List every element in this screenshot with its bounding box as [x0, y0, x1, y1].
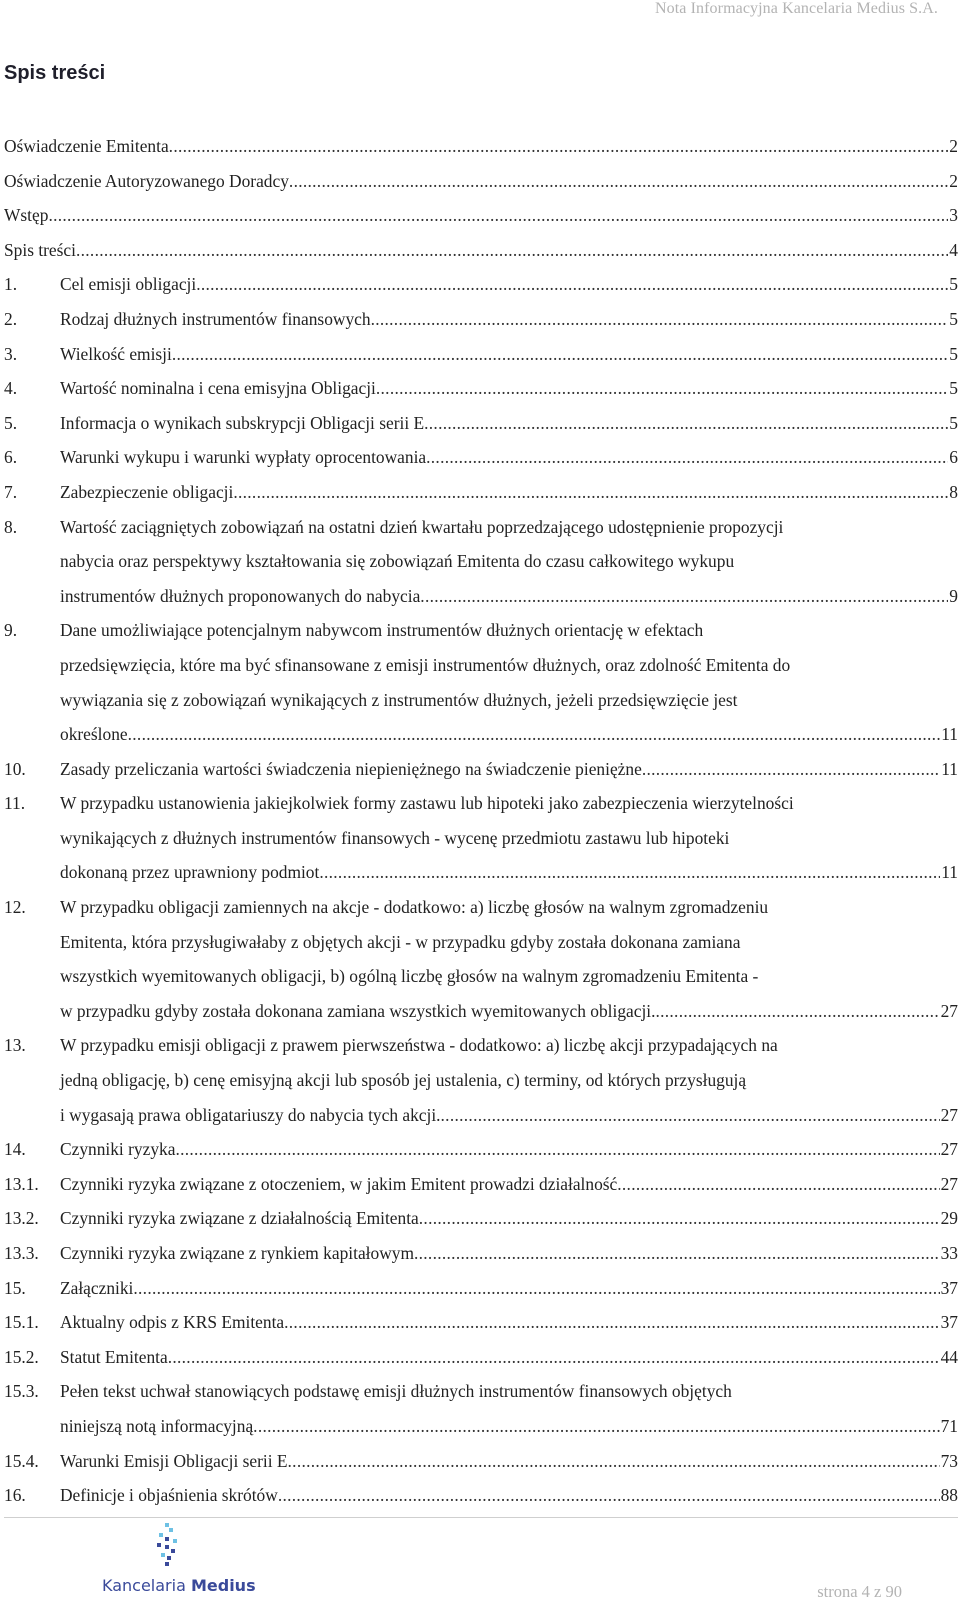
- toc-entry[interactable]: [4, 1340, 958, 1375]
- toc-dot-leader: [419, 1201, 940, 1236]
- toc-entry-body: [60, 613, 958, 751]
- toc-entry-body: [60, 1201, 958, 1236]
- running-header: Nota Informacyjna Kancelaria Medius S.A.: [654, 0, 938, 17]
- toc-entry-page[interactable]: 11: [941, 758, 958, 779]
- toc-entry-number: 16.: [4, 1485, 26, 1506]
- toc-entry-last-line: [60, 475, 958, 510]
- toc-dot-leader: [168, 1340, 940, 1375]
- toc-entry-page[interactable]: 9: [949, 585, 958, 606]
- toc-entry-last-line: [60, 1236, 958, 1271]
- toc-entry-page[interactable]: 2: [949, 170, 958, 191]
- toc-entry-title[interactable]: dokonaną przez uprawniony podmiot: [60, 862, 320, 883]
- toc-entry-title[interactable]: i wygasają prawa obligatariuszy do nabycia tych akcji.: [60, 1104, 441, 1125]
- toc-entry-page[interactable]: 5: [949, 378, 958, 399]
- toc-entry-body: [60, 752, 958, 787]
- toc-dot-leader: [284, 1305, 939, 1340]
- toc-entry[interactable]: [4, 302, 958, 337]
- toc-entry-title[interactable]: Statut Emitenta: [60, 1346, 168, 1367]
- toc-entry-body: [60, 302, 958, 337]
- toc-entry-title[interactable]: Wartość nominalna i cena emisyjna Obligacji: [60, 378, 376, 399]
- toc-dot-leader: [376, 371, 948, 406]
- toc-entry-number: 12.: [4, 897, 26, 918]
- toc-entry-last-line: [4, 198, 958, 233]
- toc-entry[interactable]: [4, 267, 958, 302]
- toc-entry-page[interactable]: 73: [940, 1450, 958, 1471]
- toc-entry-number: 13.1.: [4, 1173, 39, 1194]
- toc-entry-body: [60, 337, 958, 372]
- toc-entry-last-line: [60, 406, 958, 441]
- toc-entry-line: Pełen tekst uchwał stanowiących podstawę emisji dłużnych instrumentów finansowych objętych: [60, 1381, 732, 1402]
- toc-entry[interactable]: [4, 337, 958, 372]
- toc-entry-page[interactable]: 71: [940, 1415, 958, 1436]
- toc-entry-title[interactable]: Zabezpieczenie obligacji: [60, 481, 234, 502]
- toc-entry-last-line: [4, 233, 958, 268]
- toc-entry-last-line: [60, 1305, 958, 1340]
- toc-entry-line: wywiązania się z zobowiązań wynikających z instrumentów dłużnych, jeżeli przedsięwzięcie jest: [60, 689, 738, 710]
- toc-entry-last-line: [60, 1132, 958, 1167]
- page-number: strona 4 z 90: [817, 1582, 902, 1601]
- toc-entry-page[interactable]: 44: [940, 1346, 958, 1367]
- toc-entry-line: W przypadku emisji obligacji z prawem pierwszeństwa - dodatkowo: a) liczbę akcji przypadających na: [60, 1035, 778, 1056]
- toc-entry-title[interactable]: Cel emisji obligacji: [60, 274, 197, 295]
- toc-dot-leader: [426, 440, 948, 475]
- toc-dot-leader: [420, 579, 948, 614]
- toc-entry-last-line: [60, 1271, 958, 1306]
- toc-entry-title[interactable]: Załączniki: [60, 1277, 134, 1298]
- toc-entry-title[interactable]: Czynniki ryzyka związane z działalnością Emitenta: [60, 1208, 419, 1229]
- toc-entry-line: Dane umożliwiające potencjalnym nabywcom instrumentów dłużnych orientację w efektach: [60, 620, 704, 641]
- toc-dot-leader: [441, 1098, 940, 1133]
- toc-entry-body: [4, 198, 958, 233]
- toc-entry-last-line: [60, 855, 958, 890]
- toc-dot-leader: [371, 302, 949, 337]
- toc-entry-body: [4, 164, 958, 199]
- toc-entry-title[interactable]: Warunki wykupu i warunki wypłaty oprocentowania: [60, 447, 427, 468]
- toc-entry-body: [60, 1478, 958, 1513]
- toc-entry[interactable]: [4, 371, 958, 406]
- toc-entry-line: wszystkich wyemitowanych obligacji, b) ogólną liczbę głosów na walnym zgromadzeniu Emitenta -: [60, 966, 759, 987]
- toc-dot-leader: [617, 1167, 939, 1202]
- toc-entry-body: [60, 1132, 958, 1167]
- toc-entry-title[interactable]: niniejszą notą informacyjną: [60, 1415, 254, 1436]
- toc-entry-title[interactable]: Rodzaj dłużnych instrumentów finansowych: [60, 308, 371, 329]
- toc-entry-page[interactable]: 5: [949, 274, 958, 295]
- toc-title: Spis treści: [4, 62, 106, 84]
- toc-entry-number: 2.: [4, 308, 18, 329]
- toc-entry-page[interactable]: 88: [940, 1485, 958, 1506]
- toc-entry-last-line: [60, 579, 958, 614]
- toc-entry-number: 14.: [4, 1139, 26, 1160]
- toc-entry-last-line: [4, 129, 958, 164]
- toc-entry-title[interactable]: Wielkość emisji: [60, 343, 172, 364]
- table-of-contents: [4, 129, 958, 1513]
- toc-entry-title[interactable]: Oświadczenie Autoryzowanego Doradcy: [4, 170, 289, 191]
- toc-entry-line: W przypadku obligacji zamiennych na akcje - dodatkowo: a) liczbę głosów na walnym zgromadzeniu: [60, 897, 769, 918]
- toc-entry-body: [60, 1236, 958, 1271]
- toc-dot-leader: [128, 717, 941, 752]
- toc-entry-last-line: [60, 1409, 958, 1444]
- toc-dot-leader: [642, 752, 940, 787]
- toc-entry-page[interactable]: 4: [949, 239, 958, 260]
- toc-entry-last-line: [60, 1098, 958, 1133]
- toc-entry-body: [60, 786, 958, 890]
- toc-entry-page[interactable]: 11: [941, 862, 958, 883]
- toc-entry-number: 15.3.: [4, 1381, 39, 1402]
- toc-entry-title[interactable]: Spis treści: [4, 239, 76, 260]
- toc-entry[interactable]: [4, 1478, 958, 1513]
- toc-entry-page[interactable]: 11: [941, 724, 958, 745]
- toc-entry-body: [4, 129, 958, 164]
- toc-dot-leader: [169, 129, 949, 164]
- toc-entry-body: [60, 267, 958, 302]
- toc-entry-last-line: [60, 371, 958, 406]
- toc-entry-title[interactable]: Wstęp: [4, 205, 49, 226]
- toc-entry[interactable]: [4, 475, 958, 510]
- toc-entry-last-line: [60, 267, 958, 302]
- toc-entry[interactable]: [4, 786, 958, 890]
- toc-entry-title[interactable]: Czynniki ryzyka: [60, 1139, 176, 1160]
- toc-dot-leader: [133, 1271, 939, 1306]
- toc-entry-title[interactable]: Oświadczenie Emitenta: [4, 136, 169, 156]
- toc-entry-last-line: [60, 440, 958, 475]
- toc-entry-last-line: [60, 1478, 958, 1513]
- toc-entry-body: [60, 475, 958, 510]
- toc-entry-title[interactable]: w przypadku gdyby została dokonana zamiana wszystkich wyemitowanych obligacji.: [60, 1000, 656, 1021]
- toc-entry-page[interactable]: 5: [949, 308, 958, 329]
- toc-entry-page[interactable]: 33: [940, 1243, 958, 1263]
- toc-entry-page[interactable]: 6: [949, 447, 958, 468]
- toc-entry-line: Wartość zaciągniętych zobowiązań na ostatni dzień kwartału poprzedzającego udostępnienie propozycji: [60, 516, 784, 537]
- toc-entry[interactable]: [4, 1305, 958, 1340]
- toc-entry-line: jedną obligację, b) cenę emisyjną akcji lub sposób jej ustalenia, c) terminy, od których przysługują: [60, 1070, 747, 1091]
- toc-entry-page[interactable]: 29: [940, 1208, 958, 1229]
- toc-entry-line: Emitenta, która przysługiwałaby z objętych akcji - w przypadku gdyby została dokonana zamiana: [60, 931, 741, 952]
- toc-entry-last-line: [4, 164, 958, 199]
- toc-entry[interactable]: [4, 440, 958, 475]
- toc-entry[interactable]: [4, 129, 958, 164]
- toc-entry-last-line: [60, 1444, 958, 1479]
- toc-dot-leader: [414, 1236, 940, 1271]
- toc-entry-title[interactable]: Aktualny odpis z KRS Emitenta: [60, 1312, 285, 1333]
- toc-entry-number: 11.: [4, 793, 26, 814]
- toc-entry[interactable]: [4, 510, 958, 614]
- toc-entry-number: 10.: [4, 758, 26, 779]
- toc-dot-leader: [288, 1444, 940, 1479]
- toc-entry-number: 13.: [4, 1035, 26, 1056]
- toc-entry-body: [60, 1271, 958, 1306]
- toc-entry-body: [4, 233, 958, 268]
- toc-entry[interactable]: [4, 233, 958, 268]
- toc-entry-number: 1.: [4, 274, 18, 295]
- toc-entry-page[interactable]: 27: [940, 1104, 958, 1125]
- toc-entry[interactable]: [4, 613, 958, 751]
- toc-entry-title[interactable]: Informacja o wynikach subskrypcji Obligacji serii E: [60, 412, 425, 433]
- toc-dot-leader: [319, 855, 940, 890]
- toc-entry[interactable]: [4, 1132, 958, 1167]
- toc-dot-leader: [76, 233, 948, 268]
- toc-entry[interactable]: [4, 890, 958, 1028]
- toc-dot-leader: [289, 164, 948, 199]
- toc-entry[interactable]: [4, 1444, 958, 1479]
- toc-entry-number: 13.2.: [4, 1208, 39, 1229]
- toc-entry-number: 9.: [4, 620, 18, 641]
- toc-entry-body: [60, 1028, 958, 1132]
- toc-entry-body: [60, 890, 958, 1028]
- toc-entry[interactable]: [4, 1271, 958, 1306]
- toc-entry-page[interactable]: 27: [940, 1139, 958, 1160]
- toc-entry[interactable]: [4, 752, 958, 787]
- toc-entry-page[interactable]: 37: [940, 1277, 958, 1298]
- toc-dot-leader: [48, 198, 948, 233]
- toc-entry-title[interactable]: Warunki Emisji Obligacji serii E: [60, 1450, 288, 1471]
- toc-dot-leader: [172, 337, 948, 372]
- toc-entry-body: [60, 1444, 958, 1479]
- toc-entry-last-line: [60, 1167, 958, 1202]
- toc-entry-page[interactable]: 5: [949, 343, 958, 364]
- toc-entry-body: [60, 1340, 958, 1375]
- toc-entry-page[interactable]: 3: [949, 205, 958, 226]
- toc-dot-leader: [278, 1478, 940, 1513]
- toc-entry[interactable]: [4, 1028, 958, 1132]
- toc-entry-line: nabycia oraz perspektywy kształtowania się zobowiązań Emitenta do czasu całkowitego wykupu: [60, 551, 735, 572]
- toc-entry-body: [60, 371, 958, 406]
- toc-dot-leader: [233, 475, 948, 510]
- toc-entry-number: 8.: [4, 516, 18, 537]
- toc-entry-number: 15.2.: [4, 1346, 39, 1367]
- toc-entry[interactable]: [4, 164, 958, 199]
- toc-entry-page[interactable]: 8: [949, 481, 958, 502]
- toc-entry-number: 15.4.: [4, 1450, 39, 1471]
- toc-dot-leader: [196, 267, 948, 302]
- toc-entry-body: [60, 1167, 958, 1202]
- medius-logo-mark-icon: [155, 1523, 183, 1567]
- toc-entry-title[interactable]: Zasady przeliczania wartości świadczenia niepieniężnego na świadczenie pieniężne: [60, 758, 642, 779]
- toc-entry-line: wynikających z dłużnych instrumentów finansowych - wycenę przedmiotu zastawu lub hipoteki: [60, 827, 730, 848]
- toc-entry[interactable]: [4, 198, 958, 233]
- toc-entry-title[interactable]: Definicje i objaśnienia skrótów: [60, 1485, 278, 1506]
- toc-entry[interactable]: [4, 1374, 958, 1443]
- toc-entry-number: 3.: [4, 343, 18, 364]
- toc-entry[interactable]: [4, 1201, 958, 1236]
- toc-entry-last-line: [60, 1201, 958, 1236]
- toc-dot-leader: [655, 994, 939, 1029]
- toc-entry-body: [60, 510, 958, 614]
- logo-word-kancelaria: Kancelaria: [102, 1576, 186, 1595]
- toc-entry-title[interactable]: określone: [60, 724, 128, 745]
- toc-entry-number: 6.: [4, 447, 18, 468]
- toc-entry-title[interactable]: Czynniki ryzyka związane z otoczeniem, w jakim Emitent prowadzi działalność: [60, 1173, 618, 1194]
- toc-dot-leader: [424, 406, 948, 441]
- toc-entry-body: [60, 406, 958, 441]
- toc-entry-line: przedsięwzięcia, które ma być sfinansowane z emisji instrumentów dłużnych, oraz zdolność Emitenta do: [60, 654, 791, 675]
- toc-entry-last-line: [60, 337, 958, 372]
- toc-entry[interactable]: [4, 1236, 958, 1271]
- toc-entry-page[interactable]: 2: [949, 136, 958, 156]
- toc-entry-number: 15.1.: [4, 1312, 39, 1333]
- toc-entry-title[interactable]: instrumentów dłużnych proponowanych do nabycia: [60, 585, 421, 606]
- toc-entry[interactable]: [4, 1167, 958, 1202]
- company-logo-text: [102, 1576, 256, 1595]
- toc-entry-number: 15.: [4, 1277, 26, 1298]
- toc-entry[interactable]: [4, 406, 958, 441]
- footer-divider: [4, 1517, 958, 1518]
- logo-word-medius: Medius: [190, 1576, 256, 1595]
- toc-dot-leader: [175, 1132, 939, 1167]
- toc-entry-page[interactable]: 27: [940, 1000, 958, 1021]
- toc-entry-last-line: [60, 1340, 958, 1375]
- toc-entry-last-line: [60, 302, 958, 337]
- toc-entry-line: W przypadku ustanowienia jakiejkolwiek formy zastawu lub hipoteki jako zabezpieczenia wierzytelności: [60, 793, 794, 814]
- toc-entry-body: [60, 1374, 958, 1443]
- toc-entry-number: 4.: [4, 378, 18, 399]
- toc-entry-last-line: [60, 994, 958, 1029]
- toc-entry-page[interactable]: 5: [949, 412, 958, 433]
- toc-entry-number: 7.: [4, 481, 18, 502]
- toc-entry-number: 13.3.: [4, 1243, 39, 1263]
- toc-entry-body: [60, 440, 958, 475]
- toc-entry-page[interactable]: 27: [940, 1173, 958, 1194]
- toc-dot-leader: [253, 1409, 939, 1444]
- toc-entry-last-line: [60, 717, 958, 752]
- toc-entry-title[interactable]: Czynniki ryzyka związane z rynkiem kapitałowym: [60, 1243, 414, 1263]
- toc-entry-number: 5.: [4, 412, 18, 433]
- toc-entry-last-line: [60, 752, 958, 787]
- toc-entry-page[interactable]: 37: [940, 1312, 958, 1333]
- toc-entry-body: [60, 1305, 958, 1340]
